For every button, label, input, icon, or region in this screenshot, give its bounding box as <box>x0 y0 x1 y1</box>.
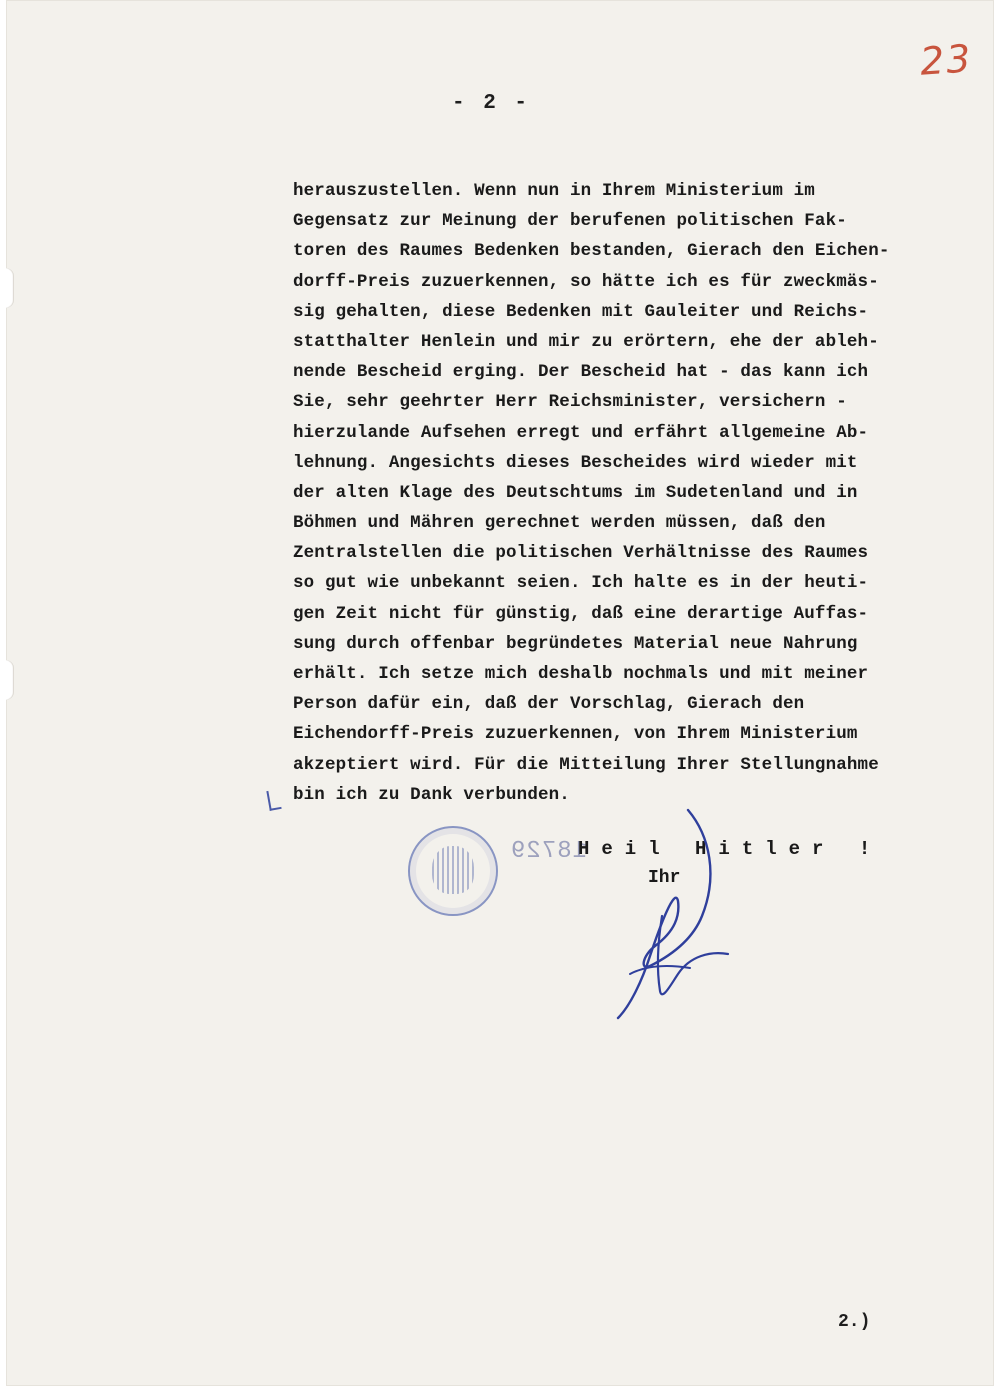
punch-hole <box>6 660 14 700</box>
text-line: Eichendorff-Preis zuzuerkennen, von Ihrem Ministerium <box>293 724 858 745</box>
text-line: dorff-Preis zuzuerkennen, so hätte ich es für zweckmäs- <box>293 271 879 292</box>
text-line: bin ich zu Dank verbunden. <box>293 784 570 805</box>
text-line: lehnung. Angesichts dieses Bescheides wird wieder mit <box>293 452 858 473</box>
page-number: - 2 - <box>452 92 531 115</box>
text-line: Sie, sehr geehrter Herr Reichsminister, versichern - <box>293 392 847 413</box>
text-line: Zentralstellen die politischen Verhältnisse des Raumes <box>293 543 869 564</box>
text-line: Gegensatz zur Meinung der berufenen politischen Fak- <box>293 211 847 232</box>
text-line: erhält. Ich setze mich deshalb nochmals und mit meiner <box>293 664 869 684</box>
text-line: herauszustellen. Wenn nun in Ihrem Ministerium im <box>293 181 815 201</box>
text-line: sig gehalten, diese Bedenken mit Gauleiter und Reichs- <box>293 301 869 322</box>
office-stamp <box>408 826 498 916</box>
stamped-document-number: 18729 <box>510 838 588 865</box>
text-line: sung durch offenbar begründetes Material neue Nahrung <box>293 633 858 654</box>
text-line: Person dafür ein, daß der Vorschlag, Gierach den <box>293 694 805 715</box>
handwritten-signature <box>600 806 750 1026</box>
folio-number: 23 <box>918 36 974 84</box>
text-line: nende Bescheid erging. Der Bescheid hat - das kann ich <box>293 362 869 383</box>
text-line: hierzulande Aufsehen erregt und erfährt allgemeine Ab- <box>293 422 869 443</box>
text-line: der alten Klage des Deutschtums im Sudetenland und in <box>293 482 858 503</box>
text-line: toren des Raumes Bedenken bestanden, Gierach den Eichen- <box>293 241 890 262</box>
text-line: akzeptiert wird. Für die Mitteilung Ihrer Stellungnahme <box>293 754 879 775</box>
text-line: so gut wie unbekannt seien. Ich halte es in der heuti- <box>293 573 869 594</box>
eagle-emblem-icon <box>432 846 474 894</box>
letter-body <box>293 176 973 810</box>
text-line: statthalter Henlein und mir zu erörtern, ehe der ableh- <box>293 331 879 352</box>
enclosure-number: 2.) <box>838 1312 871 1332</box>
closing-ihr: Ihr <box>648 868 681 888</box>
closing-salutation: Heil Hitler ! <box>578 838 883 860</box>
punch-hole <box>6 268 14 308</box>
text-line: gen Zeit nicht für günstig, daß eine derartige Auffas- <box>293 603 869 624</box>
text-line: Böhmen und Mähren gerechnet werden müssen, daß den <box>293 513 826 534</box>
